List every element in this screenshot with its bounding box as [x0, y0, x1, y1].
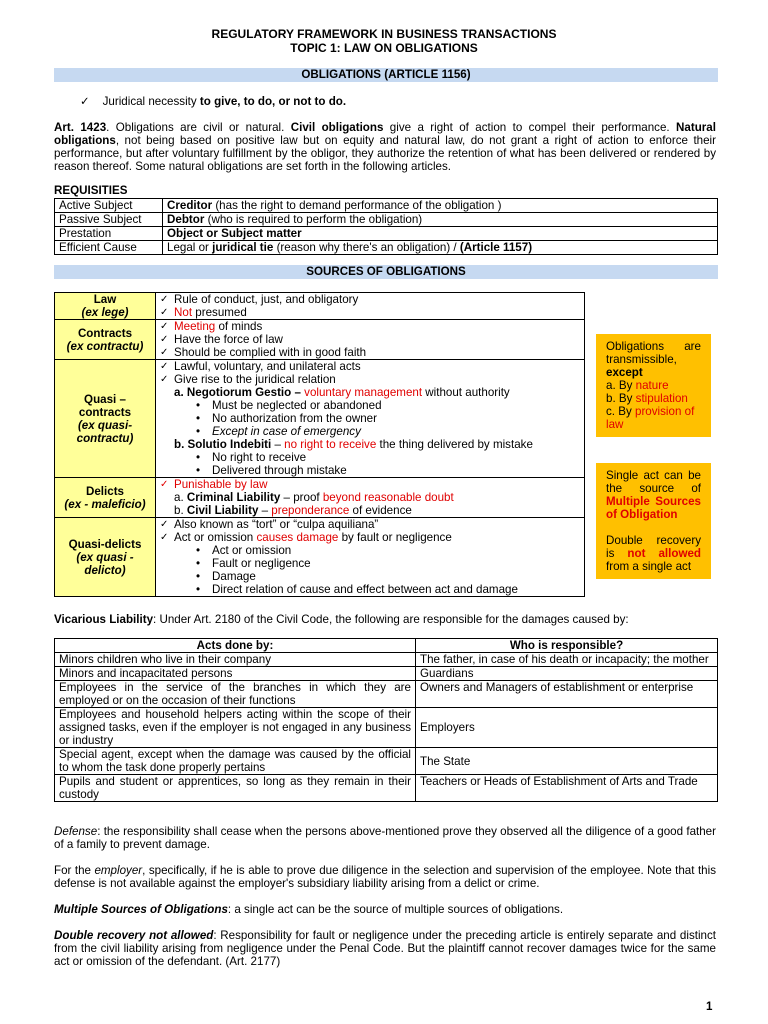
- requisites-heading: REQUISITIES: [54, 184, 128, 197]
- sources-table: [54, 292, 585, 597]
- source-label-delicts: Delicts (ex - maleficio): [55, 478, 156, 518]
- table-row: Efficient Cause Legal or juridical tie (reason why there's an obligation) / (Article 1157): [55, 241, 718, 255]
- employer-paragraph: For the employer, specifically, if he is able to prove due diligence in the selection and supervision of the employee. Note that this defense is not available against the employer's subsidiary liability arising from a delict or crime.: [54, 864, 716, 890]
- source-label-quasi-delicts: Quasi-delicts (ex quasi - delicto): [55, 518, 156, 597]
- topic-title: TOPIC 1: LAW ON OBLIGATIONS: [290, 41, 478, 55]
- source-row-delicts: Delicts (ex - maleficio) ✓ Punishable by law a. Criminal Liability – proof beyond reasonable doubt b. Civil Liability – preponderance of evidence: [55, 478, 585, 518]
- check-icon: ✓: [80, 95, 90, 108]
- table-row: Special agent, except when the damage was caused by the official to whom the task done properly pertains The State: [55, 748, 718, 775]
- document-title: REGULATORY FRAMEWORK IN BUSINESS TRANSACTIONS: [211, 27, 557, 41]
- page-number: 1: [706, 1000, 713, 1013]
- article-1423: Art. 1423. Obligations are civil or natural. Civil obligations give a right of action to compel their performance. Natural obligations, not being based on positive law but on equity and natural law, do not grant a right of action to enforce their performance, but after voluntary fulfillment by the obligor, they authorize the retention of what has been delivered or rendered by reason thereof. Some natural obligations are set forth in the following articles.: [54, 121, 716, 173]
- table-row: Employees in the service of the branches in which they are employed or on the occasion of their functions Owners and Managers of establishment or enterprise: [55, 681, 718, 708]
- juridical-line: ✓ Juridical necessity to give, to do, or not to do.: [80, 95, 347, 108]
- table-row: Minors and incapacitated persons Guardians: [55, 667, 718, 681]
- source-label-quasi-contracts: Quasi – contracts (ex quasi- contractu): [55, 360, 156, 478]
- transmissible-note: Obligations are transmissible, except a. By nature b. By stipulation c. By provision of law: [596, 334, 711, 437]
- requisites-table: [54, 198, 718, 255]
- multiple-sources-note: Single act can be the source of Multiple Sources of Obligation Double recovery is not allowed from a single act: [596, 463, 711, 579]
- sources-band: SOURCES OF OBLIGATIONS: [54, 265, 718, 279]
- table-row: Employees and household helpers acting within the scope of their assigned tasks, even if the employer is not engaged in any business or industry Employers: [55, 708, 718, 748]
- table-row: Minors children who live in their company The father, in case of his death or incapacity; the mother: [55, 653, 718, 667]
- source-label-contracts: Contracts (ex contractu): [55, 320, 156, 360]
- table-row: Active Subject Creditor (has the right to demand performance of the obligation ): [55, 199, 718, 213]
- multiple-sources-paragraph: Multiple Sources of Obligations: a single act can be the source of multiple sources of obligations.: [54, 903, 564, 916]
- table-header-row: Acts done by: Who is responsible?: [55, 639, 718, 653]
- source-row-law: Law (ex lege) ✓ Rule of conduct, just, and obligatory ✓ Not presumed: [55, 293, 585, 320]
- double-recovery-paragraph: Double recovery not allowed: Responsibility for fault or negligence under the preceding article is entirely separate and distinct from the civil liability arising from negligence under the Penal Code. But the plaintiff cannot recover damages twice for the same act or omission of the defendant. (Art. 2177): [54, 929, 716, 968]
- source-label-law: Law (ex lege): [55, 293, 156, 320]
- table-row: Prestation Object or Subject matter: [55, 227, 718, 241]
- source-row-quasi-delicts: Quasi-delicts (ex quasi - delicto) ✓ Also known as “tort” or “culpa aquiliana” ✓ Act or omission causes damage by fault or negligence • Act or omission • Fault or negligence • Damage • Direct relation of cause and effect between act and damage: [55, 518, 585, 597]
- source-row-quasi-contracts: Quasi – contracts (ex quasi- contractu) ✓ Lawful, voluntary, and unilateral acts ✓ Give rise to the juridical relation a. Negotiorum Gestio – voluntary management without authority • Must be neglected or abandoned • No authorization from the owner • Except in case of emergency b. Solutio Indebiti – no right to receive the thing delivered by mistake • No right to receive • Delivered through mistake: [55, 360, 585, 478]
- defense-paragraph: Defense: the responsibility shall cease when the persons above-mentioned prove they observed all the diligence of a good father of a family to prevent damage.: [54, 825, 716, 851]
- vicarious-liability: Vicarious Liability: Under Art. 2180 of the Civil Code, the following are responsible for the damages caused by:: [54, 613, 629, 626]
- table-row: Passive Subject Debtor (who is required to perform the obligation): [55, 213, 718, 227]
- table-row: Pupils and student or apprentices, so long as they remain in their custody Teachers or Heads of Establishment of Arts and Trade: [55, 775, 718, 802]
- vicarious-table: [54, 638, 718, 802]
- obligations-band: OBLIGATIONS (ARTICLE 1156): [54, 68, 718, 82]
- source-row-contracts: Contracts (ex contractu) ✓ Meeting of minds ✓ Have the force of law ✓ Should be complied with in good faith: [55, 320, 585, 360]
